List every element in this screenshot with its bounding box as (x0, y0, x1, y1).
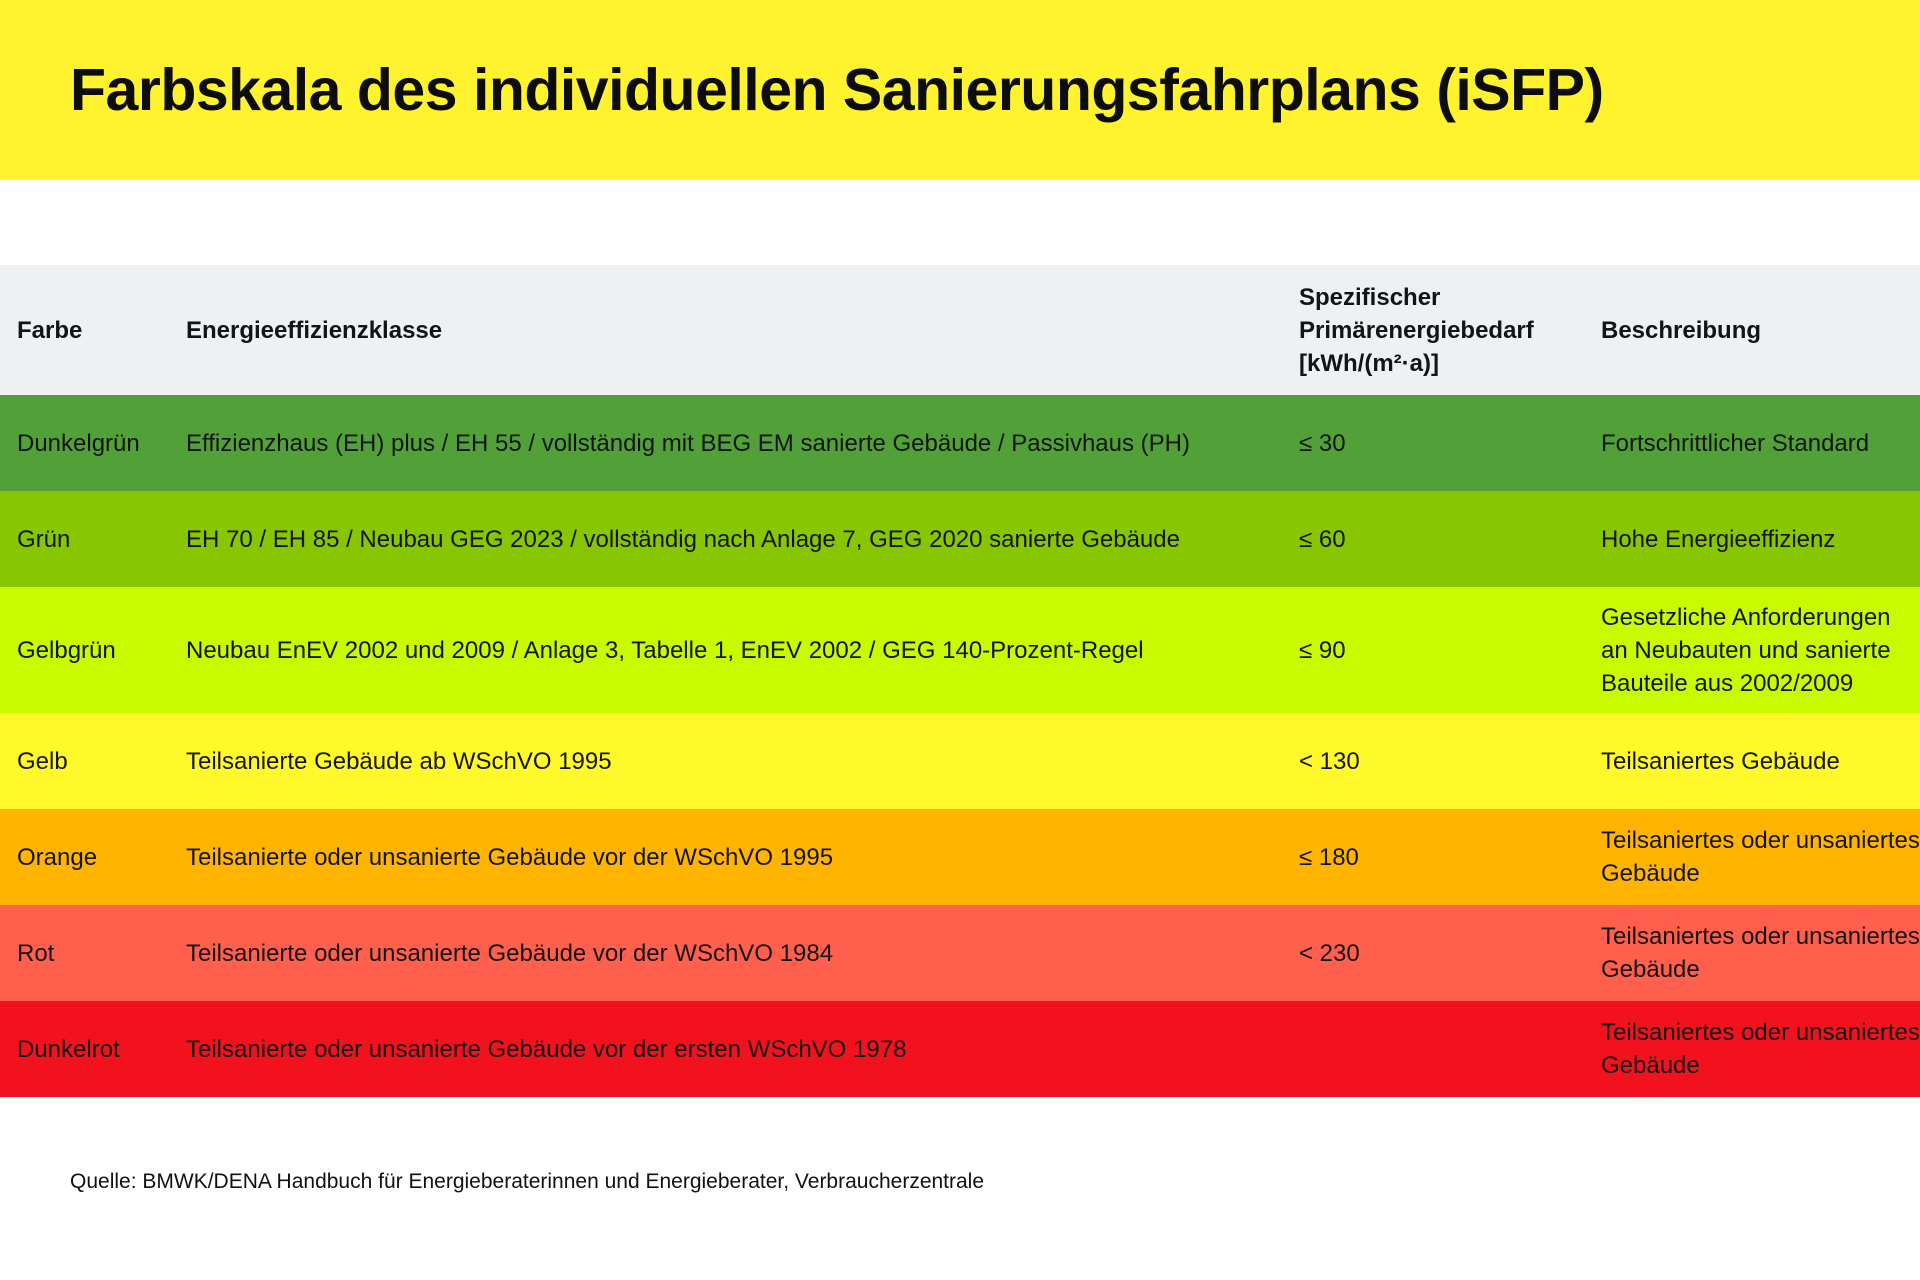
row-description: Hohe Energieeffizienz (1601, 525, 1836, 553)
table-header-row (0, 265, 1920, 395)
row-color-name: Gelb (17, 747, 68, 775)
page-title: Farbskala des individuellen Sanierungsfahrplans (iSFP) (70, 57, 1604, 123)
row-demand: < 130 (1299, 747, 1360, 775)
row-class: Teilsanierte oder unsanierte Gebäude vor der WSchVO 1995 (186, 843, 834, 871)
row-color-name: Dunkelgrün (17, 429, 140, 457)
row-class: Teilsanierte oder unsanierte Gebäude vor der ersten WSchVO 1978 (186, 1035, 907, 1063)
row-demand: ≤ 60 (1299, 525, 1346, 553)
row-color-name: Grün (17, 525, 71, 553)
table-row (0, 905, 1920, 1001)
header-demand (1282, 265, 1584, 395)
row-description: Teilsaniertes oder unsaniertes Gebäude (1601, 827, 1920, 887)
row-color-name: Orange (17, 843, 98, 871)
table-row (0, 713, 1920, 809)
row-demand: ≤ 30 (1299, 429, 1346, 457)
source-note: Quelle: BMWK/DENA Handbuch für Energieberaterinnen und Energieberater, Verbraucherzentrale (70, 1170, 985, 1193)
row-demand: < 230 (1299, 939, 1360, 967)
row-description: Teilsaniertes oder unsaniertes Gebäude (1601, 923, 1920, 983)
row-color-name: Rot (17, 939, 55, 967)
row-class: Teilsanierte Gebäude ab WSchVO 1995 (186, 747, 612, 775)
table-row (0, 587, 1920, 713)
table-row (0, 809, 1920, 905)
header-class: Energieeffizienzklasse (186, 316, 443, 344)
table-row (0, 1001, 1920, 1097)
row-description: Teilsaniertes Gebäude (1601, 747, 1840, 775)
table-row (0, 395, 1920, 491)
header-demand-line2: Primärenergiebedarf (1299, 316, 1534, 344)
row-color-name: Gelbgrün (17, 636, 116, 664)
header-demand-line3: [kWh/(m²·a)] (1299, 349, 1439, 377)
table-row (0, 491, 1920, 587)
energy-class-table (0, 265, 1920, 1097)
row-class: Neubau EnEV 2002 und 2009 / Anlage 3, Tabelle 1, EnEV 2002 / GEG 140-Prozent-Regel (186, 636, 1144, 664)
header-color: Farbe (17, 316, 83, 344)
row-description: Teilsaniertes oder unsaniertes Gebäude (1601, 1019, 1920, 1079)
row-demand: ≤ 180 (1299, 843, 1359, 871)
header-description: Beschreibung (1601, 316, 1762, 344)
row-class: Teilsanierte oder unsanierte Gebäude vor der WSchVO 1984 (186, 939, 834, 967)
title-bar (0, 0, 1920, 180)
row-color-name: Dunkelrot (17, 1035, 120, 1063)
row-description: Fortschrittlicher Standard (1601, 429, 1870, 457)
row-class: EH 70 / EH 85 / Neubau GEG 2023 / vollständig nach Anlage 7, GEG 2020 sanierte Gebäude (186, 525, 1180, 553)
row-description: Gesetzliche Anforderungen an Neubauten und sanierte Bauteile aus 2002/2009 (1601, 603, 1891, 697)
header-demand-line1: Spezifischer (1299, 283, 1441, 311)
row-class: Effizienzhaus (EH) plus / EH 55 / vollständig mit BEG EM sanierte Gebäude / Passivhaus (PH) (186, 429, 1190, 457)
row-demand (1282, 1001, 1584, 1097)
row-demand: ≤ 90 (1299, 636, 1346, 664)
